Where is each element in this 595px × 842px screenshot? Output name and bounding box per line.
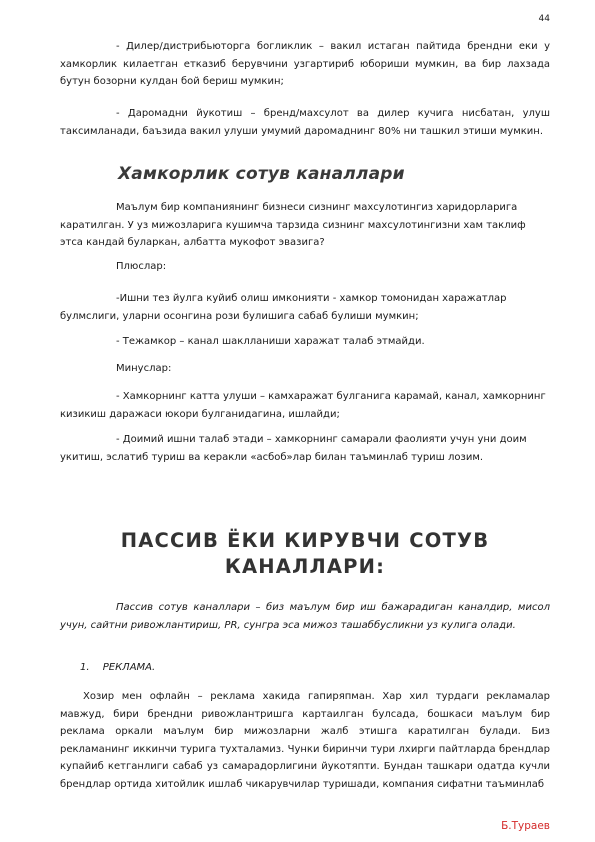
bullet-dealer-dependency: - Дилер/дистрибьюторга богликлик – вакил истаган пайтида брендни еки у хамкорлик килаетган етказиб берувчини узгартириб юбориши мумкин, ва бир лахзада бутун бозорни кулдан бой бериш мумкин; bbox=[60, 41, 550, 87]
passive-intro: Пассив сотув каналлари – биз маълум бир иш бажарадиган каналдир, мисол учун, сайтни ривожлантириш, PR, сунгра эса мижоз ташаббусликни уз кулига олади. bbox=[60, 602, 550, 631]
pros-item: -Ишни тез йулга куйиб олиш имконияти - хамкор томонидан харажатлар булмслиги, уларни осонгина рози булишига сабаб булиши мумкин; bbox=[60, 293, 507, 322]
page-number: 44 bbox=[538, 14, 550, 24]
advertising-body: Хозир мен офлайн – реклама хакида гапиряпман. Хар хил турдаги рекламалар мавжуд, бири брендни ривожлантришга картаилган булсада, бошкаси маълум бир реклама оркали маълум бир мижозларни жалб этишга каратилган булади. Биз рекламанинг иккинчи турига тухталамиз. Чунки биринчи тури лхирги пайтларда брендлар купайиб кетганлиги сабаб уз самарадорлигини йукотяпти. Бундан ташкари одатда кучли брендлар ортида хитойлик ишлаб чикарувчилар туришади, компания сифатни таъминлаб bbox=[60, 691, 550, 790]
passive-channels-title: ПАССИВ ЁКИ КИРУВЧИ СОТУВ КАНАЛЛАРИ: bbox=[120, 529, 490, 578]
section-intro: Маълум бир компаниянинг бизнеси сизнинг махсулотингиз харидорларига каратилган. У уз мижозларига кушимча тарзида сизнинг махсулотингизни хам таклиф этса кандай буларкан, албатта мукофот эвазига? bbox=[60, 202, 526, 248]
list-item-label: РЕКЛАМА. bbox=[102, 662, 156, 673]
bullet-income-loss: - Даромадни йукотиш – бренд/махсулот ва дилер кучига нисбатан, улуш таксимланади, баъзида вакил улуши умумий даромаднинг 80% ни ташкил этиши мумкин. bbox=[60, 108, 550, 137]
pros-item: - Тежамкор – канал шаклланиши харажат талаб этмайди. bbox=[116, 336, 425, 347]
cons-item: - Доимий ишни талаб этади – хамкорнинг самарали фаолияти учун уни доим укитиш, эслатиб туриш ва керакли «асбоб»лар билан таъминлаб туриш лозим. bbox=[60, 434, 527, 463]
list-item-advertising bbox=[80, 659, 155, 677]
cons-item: - Хамкорнинг катта улуши – камхаражат булганига карамай, канал, хамкорнинг кизикиш даражаси юкори булганидагина, ишлайди; bbox=[60, 391, 546, 420]
author-signature: Б.Тураев bbox=[501, 820, 550, 832]
cons-label: Минуслар: bbox=[116, 363, 172, 374]
pros-label: Плюслар: bbox=[116, 261, 167, 272]
list-item-number: 1. bbox=[80, 662, 90, 673]
section-heading: Хамкорлик сотув каналлари bbox=[118, 164, 405, 184]
